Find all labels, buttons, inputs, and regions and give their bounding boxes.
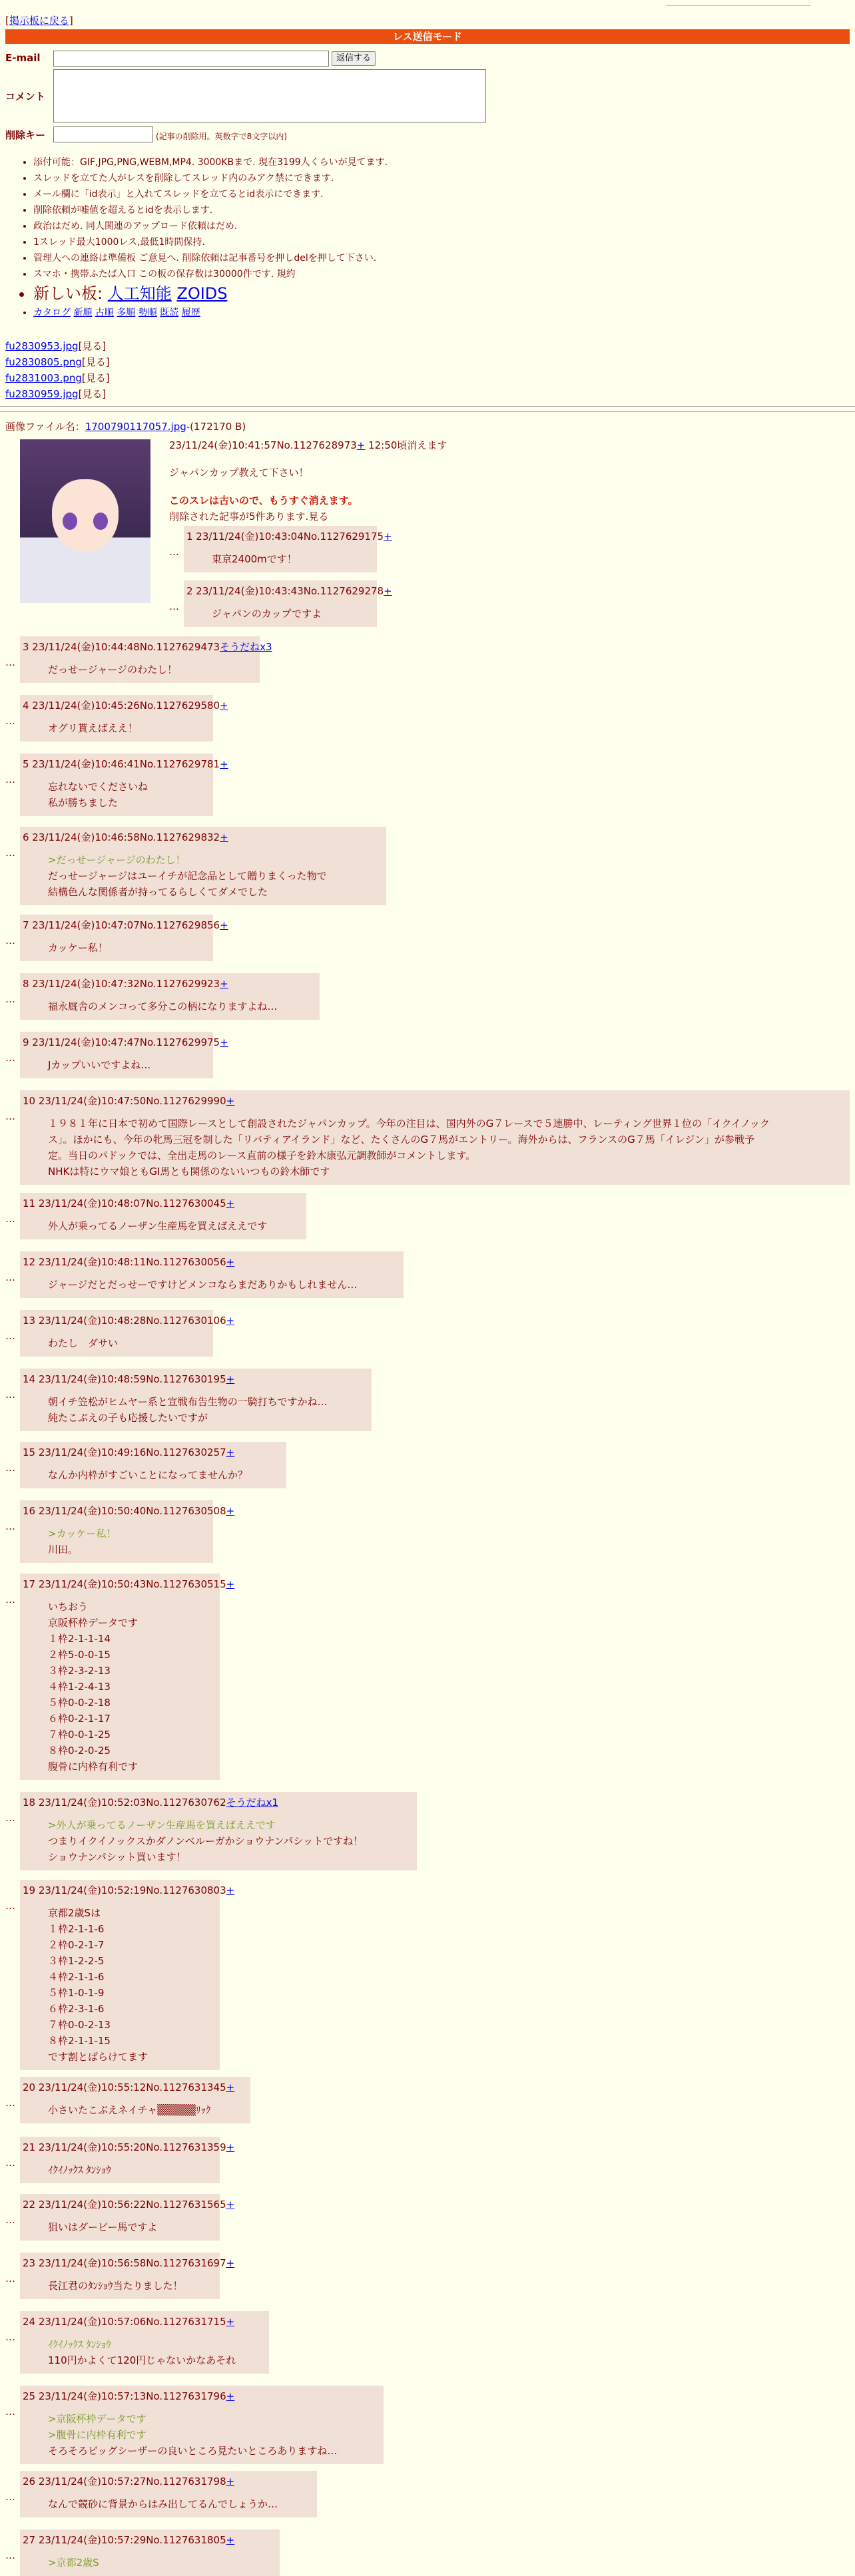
sort-many-link[interactable]: 多順 bbox=[117, 308, 136, 318]
catalog-link[interactable]: カタログ bbox=[33, 308, 71, 318]
reply-plus-link[interactable]: + bbox=[384, 585, 392, 597]
file-link[interactable]: fu2830953.jpg bbox=[5, 340, 79, 352]
reply-line: ８枠2-1-1-15 bbox=[48, 2035, 111, 2047]
file-entry bbox=[5, 386, 110, 402]
reply-line: わたし ダサい bbox=[48, 1337, 119, 1349]
sort-speed-link[interactable]: 勢順 bbox=[138, 308, 157, 318]
sub-links-item bbox=[33, 305, 832, 321]
reply-line: なんで競砂に背景からはみ出してるんでしょうか… bbox=[48, 2498, 278, 2510]
reply-line: 福永厩舎のメンコって多分この柄になりますよね… bbox=[48, 1000, 278, 1012]
reply-mode-bar: レス送信モード bbox=[5, 29, 850, 44]
reply-meta: 6 23/11/24(金)10:46:58No.1127629832 bbox=[23, 831, 220, 843]
reply-line: ４枠2-1-1-6 bbox=[48, 1971, 105, 1983]
file-link[interactable]: fu2830805.png bbox=[5, 356, 82, 368]
delete-key-hint: (記事の削除用。英数字で8文字以内) bbox=[156, 132, 287, 141]
reply-plus-link[interactable]: + bbox=[226, 1197, 235, 1209]
reply-line: 狙いはダービー馬ですよ bbox=[48, 2221, 158, 2233]
reply-line: ４枠1-2-4-13 bbox=[48, 1681, 111, 1693]
reply-body bbox=[23, 1050, 209, 1073]
reply-line: 定。当日のパドックでは、全出走馬のレース直前の様子を鈴木康弘元調教師がコメントします。 bbox=[48, 1150, 476, 1162]
reply-body bbox=[23, 1211, 302, 1234]
reply-header bbox=[23, 2473, 313, 2489]
reply-marker: … bbox=[5, 2406, 15, 2418]
reply-header bbox=[23, 2255, 235, 2271]
reply-line: いちおう bbox=[48, 1601, 89, 1613]
reply-line: >だっせージャージのわたし！ bbox=[48, 854, 186, 866]
reply-header bbox=[23, 1254, 400, 1270]
reply-header bbox=[23, 2139, 235, 2155]
sort-new-link[interactable]: 新順 bbox=[73, 308, 93, 318]
reply-marker: … bbox=[5, 2272, 15, 2284]
email-label: E-mail bbox=[5, 52, 41, 64]
reply-post bbox=[20, 1792, 417, 1870]
reply-line: 腹骨に内枠有利です bbox=[48, 1761, 139, 1773]
reply-line: なんか内枠がすごいことになってませんか？ bbox=[48, 1469, 248, 1481]
reply-header bbox=[23, 2314, 265, 2330]
reply-line: >京都2歳S bbox=[48, 2557, 99, 2569]
reply-plus-link[interactable]: + bbox=[226, 2390, 235, 2402]
reply-marker: … bbox=[5, 1271, 15, 1283]
reply-line: >腹骨に内枠有利です bbox=[48, 2429, 146, 2441]
reply-post bbox=[20, 2386, 384, 2464]
reply-body bbox=[23, 1898, 216, 2065]
reply-meta: 20 23/11/24(金)10:55:12No.1127631345 bbox=[23, 2081, 226, 2093]
reply-body bbox=[23, 1270, 400, 1293]
reply-meta: 26 23/11/24(金)10:57:27No.1127631798 bbox=[23, 2475, 226, 2487]
note-item: • メール欄に「id表示」と入れてスレッドを立てるとid表示にできます. bbox=[33, 186, 832, 202]
note-item: • スマホ・携帯ふたば入口 この板の保存数は30000件です. 規約 bbox=[33, 266, 832, 282]
character-eye bbox=[93, 513, 108, 530]
reply-header bbox=[23, 1444, 282, 1460]
reply-meta: 12 23/11/24(金)10:48:11No.1127630056 bbox=[23, 1256, 226, 1268]
op-expire: 12:50頃消えます bbox=[368, 439, 447, 451]
reply-line: ジャージだとだっせーですけどメンコならまだありかもしれません… bbox=[48, 1279, 358, 1291]
reply-marker: … bbox=[5, 1213, 15, 1225]
reply-marker: … bbox=[5, 2157, 15, 2169]
reply-line: 結構色んな関係者が持ってるらしくてダメでした bbox=[48, 886, 268, 898]
reply-plus-link[interactable]: + bbox=[384, 531, 392, 542]
reply-marker: … bbox=[5, 1389, 15, 1400]
reply-plus-link[interactable]: + bbox=[226, 1505, 235, 1517]
reply-body bbox=[23, 1592, 216, 1775]
reply-post bbox=[20, 1090, 850, 1185]
reply-meta: 11 23/11/24(金)10:48:07No.1127630045 bbox=[23, 1197, 226, 1209]
delete-key-field[interactable] bbox=[53, 126, 153, 142]
history-link[interactable]: 履歴 bbox=[181, 308, 200, 318]
view-action[interactable]: [見る] bbox=[78, 340, 107, 352]
reply-line: つまりイクイノックスかダノンベルーガかショウナンパシットですね！ bbox=[48, 1835, 364, 1847]
reply-plus-link[interactable]: + bbox=[226, 1095, 235, 1107]
reply-meta: 16 23/11/24(金)10:50:40No.1127630508 bbox=[23, 1505, 226, 1517]
reply-marker: … bbox=[169, 600, 179, 612]
submit-reply-button[interactable]: 返信する bbox=[332, 51, 376, 66]
reply-marker: … bbox=[5, 656, 15, 668]
reply-post bbox=[20, 1500, 235, 1563]
reply-post bbox=[184, 526, 392, 572]
reply-header bbox=[23, 698, 228, 714]
reply-body bbox=[23, 2330, 265, 2368]
top-divider bbox=[666, 5, 811, 6]
reply-body bbox=[186, 599, 373, 622]
reply-header bbox=[23, 1576, 235, 1592]
reply-meta: 23 23/11/24(金)10:56:58No.1127631697 bbox=[23, 2257, 226, 2269]
reply-meta: 22 23/11/24(金)10:56:22No.1127631565 bbox=[23, 2199, 226, 2211]
reply-line: Jカップいいですよね… bbox=[48, 1059, 151, 1071]
reply-line: 純たこぶえの子も応援したいですが bbox=[48, 1412, 208, 1424]
reply-meta: 1 23/11/24(金)10:43:04No.1127629175 bbox=[186, 531, 384, 542]
reply-line: >京阪杯枠データです bbox=[48, 2413, 146, 2425]
reply-line: ７枠0-0-1-25 bbox=[48, 1729, 111, 1741]
reply-meta: 2 23/11/24(金)10:43:43No.1127629278 bbox=[186, 585, 384, 597]
reply-plus-link[interactable]: + bbox=[226, 1315, 235, 1327]
op-post-meta: 23/11/24(金)10:41:57No.1127628973 bbox=[169, 439, 357, 451]
reply-line: 京阪杯枠データです bbox=[48, 1617, 139, 1629]
reply-body bbox=[186, 544, 373, 567]
reply-marker: … bbox=[5, 2097, 15, 2109]
back-to-board-link[interactable]: 掲示板に戻る bbox=[9, 15, 69, 27]
view-action[interactable]: [見る] bbox=[81, 372, 110, 384]
reply-line: ６枠0-2-1-17 bbox=[48, 1713, 111, 1725]
reply-marker: … bbox=[5, 1812, 15, 1824]
reply-body bbox=[23, 714, 209, 736]
reply-body bbox=[23, 655, 256, 678]
reply-line: カッケー私！ bbox=[48, 942, 108, 954]
reply-post bbox=[20, 2137, 235, 2183]
reply-meta: 5 23/11/24(金)10:46:41No.1127629781 bbox=[23, 758, 220, 770]
reply-body bbox=[23, 772, 209, 811]
new-board-item bbox=[33, 282, 832, 305]
soudane-link[interactable]: そうだねx1 bbox=[226, 1797, 279, 1809]
attached-files bbox=[5, 338, 110, 402]
reply-line: ５枠1-0-1-9 bbox=[48, 1987, 105, 1999]
op-deleted-note: 削除された記事が5件あります.見る bbox=[169, 511, 329, 523]
reply-body bbox=[23, 2155, 216, 2178]
op-thumbnail[interactable] bbox=[20, 439, 150, 603]
reply-line: オグリ貰えばええ！ bbox=[48, 722, 138, 734]
op-header bbox=[169, 438, 447, 452]
reply-post bbox=[20, 2471, 317, 2517]
board-notes bbox=[13, 154, 832, 321]
op-plus-link[interactable]: + bbox=[356, 439, 366, 451]
reply-meta: 24 23/11/24(金)10:57:06No.1127631715 bbox=[23, 2316, 226, 2328]
op-text: ジャパンカップ教えて下さい！ bbox=[169, 467, 309, 479]
character-face bbox=[52, 479, 119, 552]
reply-plus-link[interactable]: + bbox=[226, 2141, 235, 2153]
new-board-label: 新しい板: bbox=[33, 284, 103, 303]
reply-post bbox=[20, 1574, 235, 1780]
reply-marker: … bbox=[5, 935, 15, 947]
reply-plus-link[interactable]: + bbox=[220, 700, 228, 712]
reply-meta: 10 23/11/24(金)10:47:50No.1127629990 bbox=[23, 1095, 226, 1107]
reply-marker: … bbox=[5, 1110, 15, 1122]
note-item: • 削除依頼が嘘値を超えるとidを表示します. bbox=[33, 202, 832, 218]
reply-marker: … bbox=[5, 2214, 15, 2226]
reply-plus-link[interactable]: + bbox=[226, 2081, 235, 2093]
reply-marker: … bbox=[5, 1520, 15, 1532]
reply-marker: … bbox=[5, 1052, 15, 1064]
reply-post bbox=[20, 2194, 235, 2241]
reply-meta: 17 23/11/24(金)10:50:43No.1127630515 bbox=[23, 1578, 226, 1590]
reply-line: 忘れないでくださいね bbox=[48, 781, 148, 793]
reply-line: ２枠0-2-1-7 bbox=[48, 1939, 105, 1951]
reply-plus-link[interactable]: + bbox=[220, 919, 228, 931]
reply-meta: 7 23/11/24(金)10:47:07No.1127629856 bbox=[23, 919, 220, 931]
note-item: • 1スレッド最大1000レス,最低1時間保持. bbox=[33, 234, 832, 250]
reply-header bbox=[23, 2532, 276, 2548]
reply-marker: … bbox=[5, 2549, 15, 2561]
reply-header bbox=[23, 1034, 228, 1050]
comment-field[interactable] bbox=[53, 69, 486, 122]
reply-line: 小さいたこぶえネイチャ▒▒▒▒▒ﾘｯｸ bbox=[48, 2104, 211, 2116]
reply-marker: … bbox=[5, 715, 15, 727]
reply-plus-link[interactable]: + bbox=[220, 1036, 228, 1048]
note-item: • 政治はだめ. 同人関連のアップロード依頼はだめ. bbox=[33, 218, 832, 234]
op-file-info bbox=[5, 419, 246, 433]
reply-meta: 14 23/11/24(金)10:48:59No.1127630195 bbox=[23, 1373, 226, 1385]
op-file-link[interactable]: 1700790117057.jpg bbox=[85, 421, 186, 433]
email-field[interactable] bbox=[53, 51, 329, 67]
new-board-link[interactable]: 人工知能 bbox=[107, 284, 172, 303]
reply-line: NHKは特にウマ娘ともGI馬とも関係のないいつもの鈴木師です bbox=[48, 1166, 330, 1178]
reply-line: 東京2400mです！ bbox=[212, 553, 297, 565]
file-entry bbox=[5, 370, 110, 386]
reply-post bbox=[20, 1251, 404, 1298]
reply-meta: 25 23/11/24(金)10:57:13No.1127631796 bbox=[23, 2390, 226, 2402]
file-link[interactable]: fu2830959.jpg bbox=[5, 388, 79, 400]
reply-header bbox=[23, 756, 228, 772]
reply-meta: 27 23/11/24(金)10:57:29No.1127631805 bbox=[23, 2534, 226, 2546]
reply-line: ｲｸｲﾉｯｸｽ ﾀﾝｼｮｳ bbox=[48, 2338, 111, 2350]
reply-body bbox=[23, 1811, 413, 1865]
reply-line: ７枠0-0-2-13 bbox=[48, 2019, 111, 2031]
reply-plus-link[interactable]: + bbox=[226, 2316, 235, 2328]
reply-body bbox=[23, 2095, 246, 2118]
reply-body bbox=[23, 1109, 846, 1180]
reply-header bbox=[23, 2388, 380, 2404]
reply-plus-link[interactable]: + bbox=[226, 2199, 235, 2211]
reply-post bbox=[20, 2311, 269, 2374]
reply-header bbox=[23, 976, 316, 992]
reply-meta: 3 23/11/24(金)10:44:48No.1127629473 bbox=[23, 641, 220, 653]
reply-line: 私が勝ちました bbox=[48, 797, 119, 809]
reply-post bbox=[20, 1442, 286, 1488]
reply-line: 外人が乗ってるノーザン生産馬を買えばええです bbox=[48, 1220, 268, 1232]
reply-marker: … bbox=[5, 2331, 15, 2343]
character-eye bbox=[63, 513, 77, 530]
reply-line: そろそろビッグシーザーの良いところ見たいところありますね… bbox=[48, 2445, 338, 2457]
reply-body bbox=[23, 845, 382, 900]
reply-marker: … bbox=[5, 1330, 15, 1342]
file-link[interactable]: fu2831003.png bbox=[5, 372, 82, 384]
reply-header bbox=[23, 1882, 235, 1898]
reply-meta: 4 23/11/24(金)10:45:26No.1127629580 bbox=[23, 700, 220, 712]
reply-plus-link[interactable]: + bbox=[226, 1578, 235, 1590]
note-item: • 添付可能：GIF,JPG,PNG,WEBM,MP4. 3000KBまで. 現在3199人くらいが見てます. bbox=[33, 154, 832, 170]
reply-body bbox=[23, 933, 209, 956]
reply-header bbox=[23, 1093, 846, 1109]
reply-meta: 21 23/11/24(金)10:55:20No.1127631359 bbox=[23, 2141, 226, 2153]
reply-body bbox=[23, 1460, 282, 1483]
view-action[interactable]: [見る] bbox=[81, 356, 110, 368]
reply-marker: … bbox=[5, 1462, 15, 1474]
view-action[interactable]: [見る] bbox=[78, 388, 107, 400]
note-item: • スレッドを立てた人がレスを削除してスレッド内のみアク禁にできます. bbox=[33, 170, 832, 186]
reply-header bbox=[23, 2197, 235, 2213]
reply-header bbox=[23, 2079, 246, 2095]
reply-line: ス」。ほかにも、今年の牝馬三冠を制した「リバティアイランド」など、たくさんのG７馬がエントリー。海外からは、フランスのG７馬「イレジン」が参戦予 bbox=[48, 1134, 754, 1146]
reply-post bbox=[20, 2077, 250, 2123]
reply-line: ２枠5-0-0-15 bbox=[48, 1649, 111, 1661]
reply-body bbox=[23, 2271, 216, 2294]
reply-marker: … bbox=[5, 1900, 15, 1912]
reply-marker: … bbox=[169, 546, 179, 558]
reply-post bbox=[20, 1032, 228, 1078]
delete-key-label: 削除キー bbox=[5, 129, 46, 141]
reply-body bbox=[23, 1329, 209, 1351]
reply-meta: 15 23/11/24(金)10:49:16No.1127630257 bbox=[23, 1446, 226, 1458]
reply-line: ｲｸｲﾉｯｸｽ ﾀﾝｼｮｳ bbox=[48, 2164, 111, 2176]
reply-post bbox=[20, 827, 386, 905]
reply-meta: 8 23/11/24(金)10:47:32No.1127629923 bbox=[23, 978, 220, 990]
reply-line: だっせージャージのわたし！ bbox=[48, 664, 178, 676]
reply-header bbox=[23, 1795, 413, 1811]
reply-post bbox=[20, 1310, 235, 1357]
reply-header bbox=[23, 639, 272, 655]
reply-header bbox=[186, 529, 392, 544]
comment-label: コメント bbox=[5, 91, 46, 103]
op-file-label: 画像ファイル名： bbox=[5, 421, 85, 433]
reply-plus-link[interactable]: + bbox=[220, 978, 228, 990]
reply-line: 川田。 bbox=[48, 1544, 79, 1556]
reply-body bbox=[23, 992, 316, 1014]
reply-header bbox=[23, 1195, 302, 1211]
reply-header bbox=[23, 917, 228, 933]
reply-plus-link[interactable]: + bbox=[226, 1446, 235, 1458]
reply-line: 110円かよくて120円じゃないかなあそれ bbox=[48, 2354, 236, 2366]
reply-body bbox=[23, 2213, 216, 2235]
reply-marker: … bbox=[5, 847, 15, 859]
soudane-link[interactable]: そうだねx3 bbox=[220, 641, 272, 653]
reply-meta: 19 23/11/24(金)10:52:19No.1127630803 bbox=[23, 1884, 226, 1896]
op-warning: このスレは古いので、もうすぐ消えます。 bbox=[169, 495, 358, 507]
divider bbox=[0, 406, 855, 407]
divider bbox=[0, 411, 855, 412]
reply-header bbox=[23, 1313, 235, 1329]
reply-meta: 9 23/11/24(金)10:47:47No.1127629975 bbox=[23, 1036, 220, 1048]
reply-plus-link[interactable]: + bbox=[226, 2534, 235, 2546]
reply-post bbox=[20, 1880, 235, 2070]
reply-line: 朝イチ笠松がヒムヤー系と宣戦布告生物の一騎打ちですかね… bbox=[48, 1396, 328, 1408]
reply-post bbox=[20, 636, 272, 683]
reply-body bbox=[23, 1519, 209, 1558]
note-item: • 管理人への連絡は準備板 ご意見へ. 削除依頼は記事番号を押しdelを押して下さい. bbox=[33, 250, 832, 266]
reply-line: １９８１年に日本で初めて国際レースとして創設されたジャパンカップ。今年の注目は、国内外のG７レースで５連勝中、レーティング世界１位の「イクイノック bbox=[48, 1118, 770, 1130]
reply-line: ３枠2-3-2-13 bbox=[48, 1665, 111, 1677]
reply-line: だっせージャージはユーイチが記念品として贈りまくった物で bbox=[48, 870, 327, 882]
reply-post bbox=[20, 973, 320, 1020]
reply-post bbox=[20, 2529, 280, 2576]
reply-line: ６枠2-3-1-6 bbox=[48, 2003, 105, 2015]
reply-header bbox=[23, 829, 382, 845]
reply-line: >外人が乗ってるノーザン生産馬を買えばええです bbox=[48, 1819, 276, 1831]
reply-header bbox=[186, 583, 392, 599]
reply-header bbox=[23, 1503, 235, 1519]
reply-line: ８枠0-2-0-25 bbox=[48, 1745, 111, 1757]
read-link[interactable]: 既読 bbox=[160, 308, 179, 318]
reply-line: １枠2-1-1-14 bbox=[48, 1633, 111, 1645]
sort-old-link[interactable]: 古順 bbox=[95, 308, 114, 318]
reply-marker: … bbox=[5, 2491, 15, 2503]
reply-body bbox=[23, 2404, 380, 2459]
reply-plus-link[interactable]: + bbox=[226, 1373, 235, 1385]
file-entry bbox=[5, 354, 110, 370]
reply-post bbox=[20, 695, 228, 742]
reply-plus-link[interactable]: + bbox=[220, 758, 228, 770]
reply-line: 長江君のﾀﾝｼｮｳ当たりました！ bbox=[48, 2280, 183, 2292]
reply-post bbox=[20, 1193, 306, 1239]
file-entry bbox=[5, 338, 110, 354]
reply-line: ショウナンパシット買います！ bbox=[48, 1851, 186, 1863]
reply-marker: … bbox=[5, 1594, 15, 1606]
reply-line: ジャパンのカップですよ bbox=[212, 608, 322, 620]
reply-plus-link[interactable]: + bbox=[226, 1256, 235, 1268]
reply-line: ３枠1-2-2-5 bbox=[48, 1955, 105, 1967]
reply-marker: … bbox=[5, 993, 15, 1005]
reply-body bbox=[23, 1387, 368, 1426]
op-file-size: -(172170 B) bbox=[186, 421, 246, 433]
reply-post bbox=[20, 915, 228, 961]
reply-plus-link[interactable]: + bbox=[226, 1884, 235, 1896]
reply-header bbox=[23, 1371, 368, 1387]
reply-plus-link[interactable]: + bbox=[226, 2257, 235, 2269]
reply-marker: … bbox=[5, 773, 15, 785]
reply-line: 京都2歳Sは bbox=[48, 1907, 101, 1919]
new-board-link[interactable]: ZOIDS bbox=[176, 284, 228, 303]
reply-body bbox=[23, 2489, 313, 2512]
reply-post bbox=[20, 753, 228, 816]
reply-line: >カッケー私！ bbox=[48, 1528, 117, 1540]
reply-post bbox=[20, 2253, 235, 2299]
reply-line: ５枠0-0-2-18 bbox=[48, 1697, 111, 1709]
reply-plus-link[interactable]: + bbox=[220, 831, 228, 843]
reply-post bbox=[20, 1369, 372, 1431]
reply-line: １枠2-1-1-6 bbox=[48, 1923, 105, 1935]
reply-plus-link[interactable]: + bbox=[226, 2475, 235, 2487]
reply-meta: 13 23/11/24(金)10:48:28No.1127630106 bbox=[23, 1315, 226, 1327]
back-link-wrap: [掲示板に戻る] bbox=[5, 15, 73, 27]
reply-meta: 18 23/11/24(金)10:52:03No.1127630762 bbox=[23, 1797, 226, 1809]
reply-post bbox=[184, 580, 392, 627]
reply-line: です割とばらけてます bbox=[48, 2051, 148, 2063]
reply-body bbox=[23, 2548, 276, 2571]
